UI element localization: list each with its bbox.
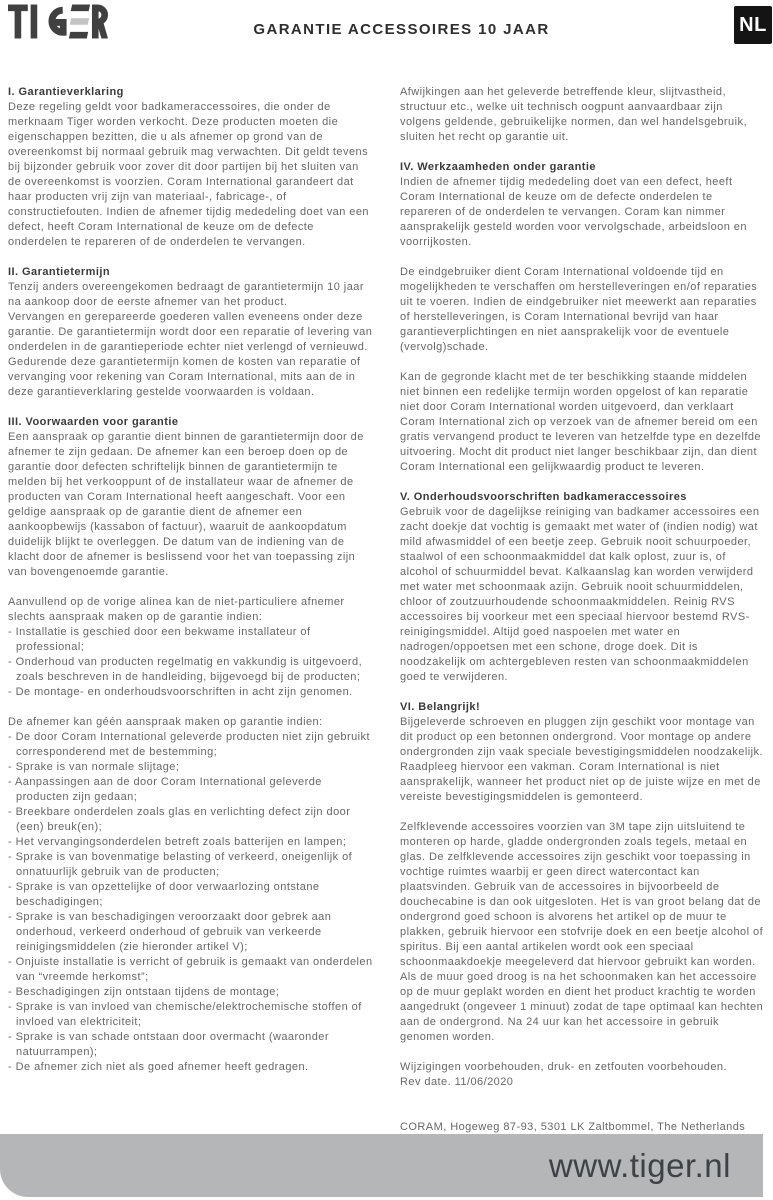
list-item: - Onjuiste installatie is verricht of gebruik is gemaakt van onderdelen van “vreemde herkomst”; bbox=[8, 956, 373, 983]
list-item: - Sprake is van normale slijtage; bbox=[8, 761, 180, 773]
tiger-logo bbox=[8, 4, 108, 39]
section-heading: II. Garantietermijn bbox=[8, 266, 111, 278]
list-item: - Installatie is geschied door een bekwame installateur of professional; bbox=[8, 626, 311, 653]
footer-bar bbox=[0, 1134, 763, 1197]
paragraph: De afnemer kan géén aanspraak maken op garantie indien: bbox=[8, 716, 323, 728]
list-item: - Sprake is van bovenmatige belasting of verkeerd, oneigenlijk of onnatuurlijk gebruik van de producten; bbox=[8, 851, 353, 878]
paragraph-gap bbox=[400, 145, 766, 160]
paragraph: Indien de afnemer tijdig mededeling doet van een defect, heeft Coram International de keuze om de defecte onderdelen te repareren of de onderdelen te vervangen. Coram kan nimmer aansprakelijk gesteld worden voor vervolgschade, arbeidsloon en voorrijkosten. bbox=[400, 176, 747, 248]
list-item: - Beschadigingen zijn ontstaan tijdens de montage; bbox=[8, 986, 280, 998]
section-heading: VI. Belangrijk! bbox=[400, 701, 481, 713]
list-item: - Sprake is van beschadigingen veroorzaakt door gebrek aan onderhoud, verkeerd onderhoud of gebruik van verkeerde reinigingsmiddelen (zie hieronder artikel V); bbox=[8, 911, 332, 953]
list-item: - Sprake is van invloed van chemische/elektrochemische stoffen of invloed van elektriciteit; bbox=[8, 1001, 362, 1028]
paragraph-gap bbox=[8, 250, 374, 265]
list-item: - De montage- en onderhoudsvoorschriften in acht zijn genomen. bbox=[8, 686, 353, 698]
paragraph-gap bbox=[8, 400, 374, 415]
paragraph: Wijzigingen voorbehouden, druk- en zetfouten voorbehouden. bbox=[400, 1061, 727, 1073]
paragraph-gap bbox=[400, 250, 766, 265]
paragraph: Gedurende deze garantietermijn komen de kosten van reparatie of vervanging voor rekening van Coram International, mits aan de in deze garantieverklaring gestelde voorwaarden is voldaan. bbox=[8, 356, 361, 398]
list-item: - De afnemer zich niet als goed afnemer heeft gedragen. bbox=[8, 1061, 309, 1073]
paragraph-gap bbox=[400, 475, 766, 490]
page-title: GARANTIE ACCESSOIRES 10 JAAR bbox=[253, 21, 550, 38]
paragraph: Bijgeleverde schroeven en pluggen zijn geschikt voor montage van dit product op een betonnen ondergrond. Voor montage op andere ondergronden zijn vaak speciale bevestigingsmiddelen noodzakelijk. Raadpleeg hiervoor een vakman. Coram International is niet aansprakelijk, wanneer het product niet op de juiste wijze en met de vereiste bevestigingsmiddelen is gemonteerd. bbox=[400, 716, 763, 803]
paragraph: CORAM, Hogeweg 87-93, 5301 LK Zaltbommel, The Netherlands bbox=[400, 1121, 746, 1133]
paragraph-gap bbox=[400, 805, 766, 820]
website-url: www.tiger.nl bbox=[548, 1146, 731, 1184]
left-column bbox=[8, 85, 374, 1135]
list-item: - Breekbare onderdelen zoals glas en verlichting defect zijn door (een) breuk(en); bbox=[8, 806, 351, 833]
paragraph: Afwijkingen aan het geleverde betreffende kleur, slijtvastheid, structuur etc., welke uit technisch oogpunt aanvaardbaar zijn volgens geldende, gebruikelijke normen, dan wel handelsgebruik, sluiten het recht op garantie uit. bbox=[400, 86, 747, 143]
paragraph-gap bbox=[400, 355, 766, 370]
section-heading: V. Onderhoudsvoorschriften badkameraccessoires bbox=[400, 491, 687, 503]
document-body bbox=[8, 85, 766, 1135]
paragraph-gap bbox=[8, 580, 374, 595]
right-column bbox=[400, 85, 766, 1135]
paragraph-gap bbox=[400, 685, 766, 700]
list-item: - Het vervangingsonderdelen betreft zoals batterijen en lampen; bbox=[8, 836, 347, 848]
paragraph: Gebruik voor de dagelijkse reiniging van badkamer accessoires een zacht doekje dat vochtig is gemaakt met water of (indien nodig) wat mild afwasmiddel of een beetje zeep. Gebruik nooit schuurpoeder, staalwol of een schoonmaakmiddel dat kalk oplost, zuur is, of alcohol of schuurmiddel bevat. Kalkaanslag kan worden verwijderd met water met schoonmaak azijn. Gebruik nooit schuurmiddelen, chloor of zoutzuurhoudende schoonmaakmiddelen. Reinig RVS accessoires bij voorkeur met een speciaal hiervoor bestemd RVS-reinigingsmiddel. Altijd goed naspoelen met water en nadrogen/oppoetsen met een schone, droge doek. Dit is noodzakelijk om achtergebleven resten van schoonmaakmiddelen goed te verwijderen. bbox=[400, 506, 760, 683]
paragraph: De eindgebruiker dient Coram International voldoende tijd en mogelijkheden te verschaffen om herstelleveringen en/of reparaties uit te voeren. Indien de eindgebruiker niet meewerkt aan reparaties of herstelleveringen, is Coram International bevrijd van haar garantieverplichtingen en niet aansprakelijk voor de eventuele (vervolg)schade. bbox=[400, 266, 758, 353]
paragraph: Rev date. 11/06/2020 bbox=[400, 1076, 514, 1088]
section-heading: III. Voorwaarden voor garantie bbox=[8, 416, 179, 428]
section-heading: IV. Werkzaamheden onder garantie bbox=[400, 161, 596, 173]
list-item: - Sprake is van schade ontstaan door overmacht (waaronder natuurrampen); bbox=[8, 1031, 329, 1058]
list-item: - Aanpassingen aan de door Coram International geleverde producten zijn gedaan; bbox=[8, 776, 322, 803]
paragraph: Deze regeling geldt voor badkameraccessoires, die onder de merknaam Tiger worden verkocht. Deze producten moeten die eigenschappen bezitten, die u als afnemer op grond van de overeenkomst bij normaal gebruik mag verwachten. Dit geldt tevens bij bijzonder gebruik voor zover dit door partijen bij het sluiten van de overeenkomst is voorzien. Coram International garandeert dat haar producten vrij zijn van materiaal-, fabricage-, of constructiefouten. Indien de afnemer tijdig mededeling doet van een defect, heeft Coram International de keuze om de defecte onderdelen te repareren of de onderdelen te vervangen. bbox=[8, 101, 369, 248]
paragraph-gap bbox=[400, 1045, 766, 1060]
paragraph: Vervangen en gerepareerde goederen vallen eveneens onder deze garantie. De garantietermijn wordt door een reparatie of levering van onderdelen in de garantieperiode echter niet verlengd of vernieuwd. bbox=[8, 311, 373, 353]
list-item: - De door Coram International geleverde producten niet zijn gebruikt corresponderend met de bestemming; bbox=[8, 731, 371, 758]
list-item: - Onderhoud van producten regelmatig en vakkundig is uitgevoerd, zoals beschreven in de handleiding, bijgevoegd bij de producten; bbox=[8, 656, 363, 683]
paragraph: Tenzij anders overeengekomen bedraagt de garantietermijn 10 jaar na aankoop door de eerste afnemer van het product. bbox=[8, 281, 364, 308]
section-heading: I. Garantieverklaring bbox=[8, 86, 124, 98]
list-item: - Sprake is van opzettelijke of door verwaarlozing ontstane beschadigingen; bbox=[8, 881, 320, 908]
paragraph-gap bbox=[400, 1105, 766, 1120]
document-header bbox=[0, 0, 773, 62]
paragraph: Kan de gegronde klacht met de ter beschikking staande middelen niet binnen een redelijke termijn worden opgelost of kan reparatie niet door Coram International worden uitgevoerd, dan verklaart Coram International zich op verzoek van de afnemer bereid om een gratis vervangend product te leveren van hetzelfde type en dezelfde uitvoering. Mocht dit product niet langer beschikbaar zijn, dan dient Coram International een gelijkwaardig product te leveren. bbox=[400, 371, 761, 473]
language-badge: NL bbox=[734, 6, 772, 44]
paragraph: Zelfklevende accessoires voorzien van 3M tape zijn uitsluitend te monteren op harde, gladde ondergronden zoals tegels, metaal en glas. De zelfklevende accessoires zijn geschikt voor toepassing in vochtige ruimtes waarbij er geen direct watercontact kan plaatsvinden. Gebruik van de accessoires in bijvoorbeeld de douchecabine is dan ook uitgesloten. Het is van groot belang dat de ondergrond goed schoon is alvorens het artikel op de muur te plakken, gebruik hiervoor een stofvrije doek en een beetje alcohol of spiritus. Bij een aantal artikelen wordt ook een speciaal schoonmaakdoekje meegeleverd dat hiervoor gebruikt kan worden. Als de muur goed droog is na het schoonmaken kan het accessoire op de muur geplakt worden en dient het product krachtig te worden aangedrukt (ongeveer 1 minuut) zodat de tape optimaal kan hechten aan de ondergrond. Na 24 uur kan het accessoire in gebruik genomen worden. bbox=[400, 821, 764, 1043]
paragraph: Een aanspraak op garantie dient binnen de garantietermijn door de afnemer te zijn gedaan. De afnemer kan een beroep doen op de garantie door defecten schriftelijk binnen de garantietermijn te melden bij het verkooppunt of de installateur waar de afnemer de producten van Coram International heeft aangeschaft. Voor een geldige aanspraak op de garantie dient de afnemer een aankoopbewijs (kassabon of factuur), waaruit de aankoopdatum duidelijk blijkt te overleggen. De datum van de indiening van de klacht door de afnemer is beslissend voor het van toepassing zijn van bovengenoemde garantie. bbox=[8, 431, 364, 578]
paragraph-gap bbox=[8, 700, 374, 715]
paragraph: Aanvullend op de vorige alinea kan de niet-particuliere afnemer slechts aanspraak maken op de garantie indien: bbox=[8, 596, 345, 623]
paragraph-gap bbox=[400, 1090, 766, 1105]
